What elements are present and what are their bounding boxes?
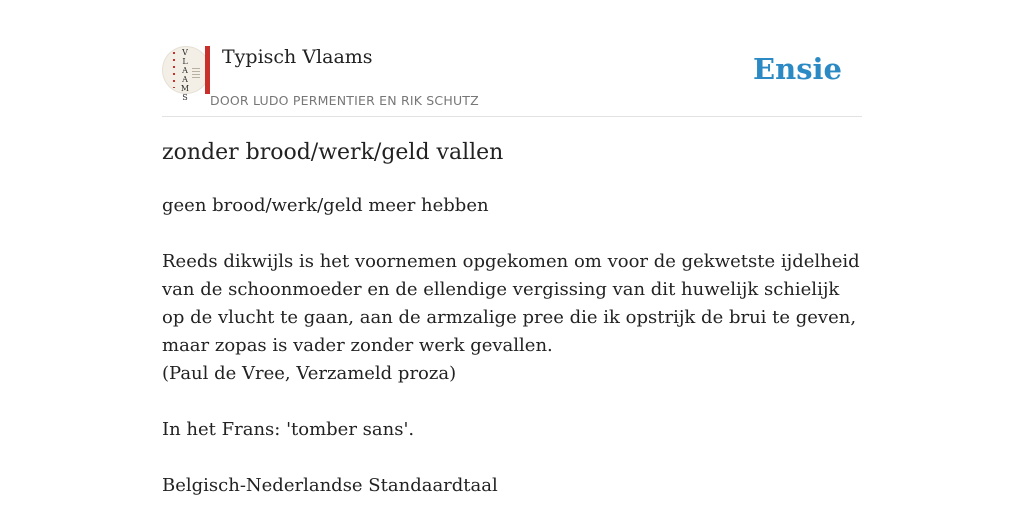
logo-decoration <box>173 52 175 88</box>
header <box>162 0 862 117</box>
logo-accent-strip <box>205 46 210 94</box>
entry-french-note: In het Frans: 'tomber sans'. <box>162 419 415 440</box>
logo-text: VLAAMS <box>180 48 190 102</box>
entry-category: Belgisch-Nederlandse Standaardtaal <box>162 475 498 496</box>
spacer <box>162 220 862 248</box>
entry-quote: Reeds dikwijls is het voornemen opgekomen om voor de gekwetste ijdelheid van de schoonmoeder en de ellendige vergissing van dit huwelijk schielijk op de vlucht te gaan, aan de armzalige pree die ik opstrijk de brui te geven, maar zopas is vader zonder werk gevallen. <box>162 251 860 356</box>
entry-title: zonder brood/werk/geld vallen <box>162 140 504 165</box>
entry-definition: geen brood/werk/geld meer hebben <box>162 195 489 216</box>
entry-quote-source: (Paul de Vree, Verzameld proza) <box>162 363 457 384</box>
page <box>162 0 862 512</box>
logo-decoration-lines <box>192 68 200 80</box>
spacer <box>162 444 862 472</box>
entry-body <box>162 192 862 500</box>
blog-authors: DOOR LUDO PERMENTIER EN RIK SCHUTZ <box>210 93 479 108</box>
spacer <box>162 388 862 416</box>
blog-logo[interactable] <box>162 46 210 102</box>
blog-title[interactable]: Typisch Vlaams <box>222 46 373 68</box>
brand-logo-link[interactable]: Ensie <box>753 52 842 86</box>
